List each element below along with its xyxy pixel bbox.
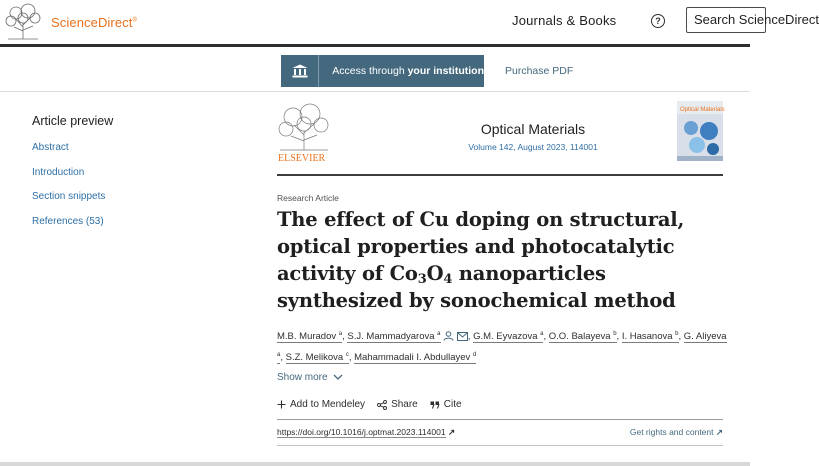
doi-divider (277, 445, 723, 446)
journal-title-link[interactable]: Optical Materials (480, 121, 586, 137)
sidebar-title: Article preview (32, 114, 114, 128)
help-icon[interactable]: ? (651, 14, 665, 28)
doi-link[interactable]: https://doi.org/10.1016/j.optmat.2023.114001 ↗ (277, 427, 456, 437)
cite-button[interactable]: Cite (430, 399, 462, 410)
journal-cover-image[interactable] (677, 101, 723, 161)
sidebar-item-abstract[interactable]: Abstract (32, 142, 69, 153)
sidebar-item-references[interactable]: References (53) (32, 215, 104, 227)
actions-divider (277, 419, 723, 420)
svg-text:ELSEVIER: ELSEVIER (278, 153, 326, 164)
share-button[interactable]: Share (377, 399, 418, 410)
chevron-down-icon (333, 374, 343, 381)
envelope-icon[interactable] (457, 330, 468, 347)
author-link[interactable]: S.J. Mammadyarova $^a$ (347, 331, 441, 343)
show-more-label: Show more (277, 372, 328, 383)
article-title: The effect of Cu doping on structural, optical properties and photocatalytic activity of $Co_3O_4$ nanoparticles synthesized by sonochemical method (277, 208, 685, 312)
elsevier-logo-icon[interactable] (277, 103, 331, 163)
access-institution-button[interactable] (281, 55, 484, 87)
get-rights-link[interactable]: Get rights and content ↗ (629, 427, 723, 437)
elsevier-tree-logo-icon[interactable] (4, 3, 42, 41)
show-more-button[interactable] (277, 372, 343, 383)
institution-icon (281, 55, 319, 87)
author-list: M.B. Muradov $^a$, S.J. Mammadyarova $^a$ , G.M. Eyvazova $^a$, O.O. Balayeva $^b$, I. Hasanova $^b$, G. Aliyeva $^a$, S.Z. Melikova $^c$, Mahammadali I. Abdullayev $^d$ (277, 331, 727, 364)
person-icon[interactable] (443, 330, 454, 347)
article-actions (277, 399, 462, 410)
site-header (0, 0, 819, 47)
author-link[interactable]: O.O. Balayeva $^b$ (548, 331, 617, 343)
sidebar-item-section-snippets[interactable]: Section snippets (32, 191, 106, 202)
article-preview-sidebar (32, 114, 232, 240)
quote-icon (430, 401, 440, 409)
access-institution-label: Access through your institution (332, 65, 484, 77)
external-link-icon: ↗ (715, 427, 723, 437)
sidebar-item-introduction[interactable]: Introduction (32, 166, 85, 178)
sciencedirect-brand[interactable]: ScienceDirect® (51, 15, 138, 30)
article-type: Research Article (277, 193, 339, 203)
svg-text:Optical Materials: Optical Materials (680, 107, 725, 113)
search-button[interactable]: Search ScienceDirect (686, 7, 766, 33)
journal-volume-link[interactable]: Volume 142, August 2023, 114001 (468, 142, 598, 152)
external-link-icon: ↗ (447, 427, 456, 437)
page-bottom-bar (0, 462, 750, 466)
author-link[interactable]: S.Z. Melikova $^c$ (285, 352, 349, 364)
journals-books-link[interactable]: Journals & Books (512, 13, 617, 28)
plus-icon (277, 400, 286, 409)
author-link[interactable]: I. Hasanova $^b$ (621, 331, 679, 343)
author-link[interactable]: G. Aliyeva $^a$ (277, 331, 727, 364)
journal-divider (277, 174, 723, 176)
purchase-pdf-link[interactable]: Purchase PDF (505, 65, 574, 77)
author-link[interactable]: G.M. Eyvazova $^a$ (473, 331, 544, 343)
share-icon (377, 400, 387, 410)
access-bar (0, 50, 750, 92)
author-link[interactable]: M.B. Muradov $^a$ (277, 331, 343, 343)
author-link[interactable]: Mahammadali I. Abdullayev $^d$ (354, 352, 477, 364)
add-to-mendeley-button[interactable]: Add to Mendeley (277, 399, 365, 410)
